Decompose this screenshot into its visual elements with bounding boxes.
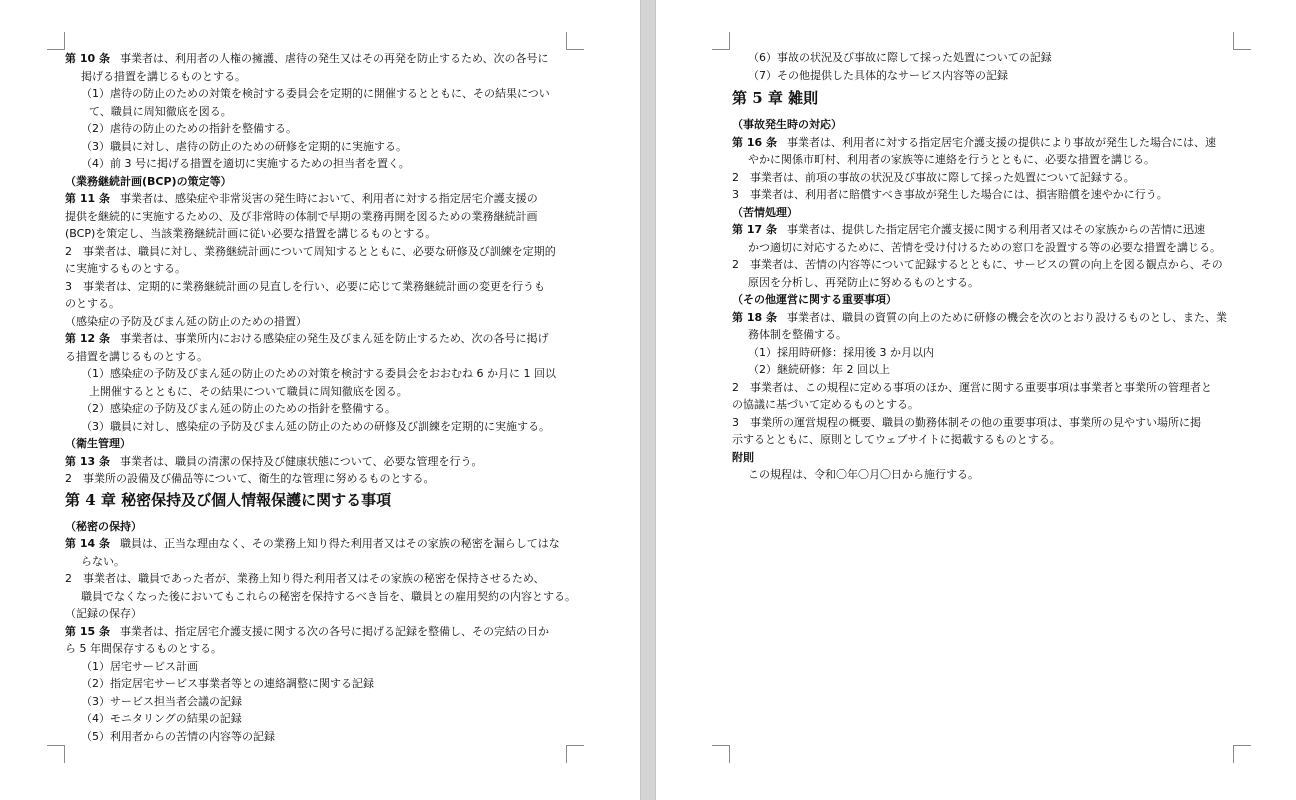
- section-heading: [732, 204, 1232, 222]
- crop-mark: [1233, 745, 1251, 763]
- text-line: [732, 256, 1232, 274]
- article-line: [65, 453, 565, 471]
- text-line: [65, 260, 565, 278]
- line-text: （その他運営に関する重要事項）: [732, 293, 897, 306]
- chapter-5-heading: 第 5 章 雑則: [732, 89, 819, 107]
- line-text: （3）サービス担当者会議の記録: [81, 694, 242, 708]
- line-text: （苦情処理）: [732, 205, 798, 219]
- article-number: 第 11 条: [65, 192, 110, 205]
- line-text: 事業者は、職員の清潔の保持及び健康状態について、必要な管理を行う。: [119, 454, 483, 468]
- text-line: [732, 239, 1232, 257]
- line-text: に実施するものとする。: [65, 262, 186, 275]
- section-heading: [732, 449, 1232, 467]
- line-text: 3 事業者は、定期的に業務継続計画の見直しを行い、必要に応じて業務継続計画の変更を行うも: [65, 279, 545, 293]
- line-text: （3）職員に対し、虐待の防止のための研修を定期的に実施する。: [81, 139, 407, 153]
- line-text: （7）その他提供した具体的なサービス内容等の記録: [748, 68, 1008, 82]
- article-line: [65, 330, 565, 348]
- page-right-text: [732, 49, 1232, 484]
- line-text: （2）指定居宅サービス事業者等との連絡調整に関する記録: [81, 677, 374, 690]
- text-line: [732, 151, 1232, 169]
- line-text: 職員でなくなった後においてもこれらの秘密を保持するべき旨を、職員との雇用契約の内容とする。: [81, 589, 576, 603]
- text-line: [732, 344, 1232, 362]
- line-text: 3 事業者は、利用者に賠償すべき事故が発生した場合には、損害賠償を速やかに行う。: [732, 188, 1168, 201]
- section-heading: [65, 518, 565, 536]
- right-body-top: [732, 49, 1232, 84]
- line-text: 2 事業者は、苦情の内容等について記録するとともに、サービスの質の向上を図る観点から、その: [732, 258, 1223, 271]
- line-text: 3 事業所の運営規程の概要、職員の勤務体制その他の重要事項は、事業所の見やすい場所に掲: [732, 415, 1201, 429]
- crop-mark: [712, 32, 730, 50]
- text-line: [732, 67, 1232, 85]
- text-line: [732, 274, 1232, 292]
- text-line: [65, 243, 565, 261]
- line-text: 提供を継続的に実施するための、及び非常時の体制で早期の業務再開を図るための業務継続計画: [65, 209, 538, 223]
- text-line: [732, 361, 1232, 379]
- line-text: 2 事業者は、前項の事故の状況及び事故に際して採った処置について記録する。: [732, 170, 1135, 184]
- line-text: 事業者は、感染症や非常災害の発生時において、利用者に対する指定居宅介護支援の: [119, 192, 538, 205]
- crop-mark: [47, 745, 65, 763]
- text-line: [65, 365, 565, 383]
- line-text: 上開催するとともに、その結果について職員に周知徹底を図る。: [89, 384, 408, 398]
- line-text: この規程は、令和〇年〇月〇日から施行する。: [748, 468, 979, 481]
- text-line: [65, 605, 565, 623]
- section-heading: [732, 116, 1232, 134]
- line-text: （3）職員に対し、感染症の予防及びまん延の防止のための研修及び訓練を定期的に実施する。: [81, 419, 550, 433]
- line-text: 原因を分析し、再発防止に努めるものとする。: [748, 275, 979, 289]
- text-line: [65, 418, 565, 436]
- line-text: かつ適切に対応するために、苦情を受け付けるための窓口を設置する等の必要な措置を講じる。: [748, 240, 1221, 254]
- text-line: [732, 326, 1232, 344]
- crop-mark: [712, 745, 730, 763]
- crop-mark: [47, 32, 65, 50]
- article-line: [732, 134, 1232, 152]
- line-text: 職員は、正当な理由なく、その業務上知り得た利用者又はその家族の秘密を漏らしてはな: [119, 537, 560, 550]
- line-text: (BCP)を策定し、当該業務継続計画に従い必要な措置を講じるものとする。: [65, 227, 437, 240]
- line-text: の協議に基づいて定めるものとする。: [732, 398, 919, 411]
- article-number: 第 15 条: [65, 624, 110, 638]
- text-line: [65, 400, 565, 418]
- text-line: [65, 383, 565, 401]
- line-text: 2 事業所の設備及び備品等について、衛生的な管理に努めるものとする。: [65, 472, 435, 485]
- left-body-2: [65, 518, 576, 746]
- text-line: [65, 728, 565, 746]
- text-line: [732, 414, 1232, 432]
- section-heading: [65, 173, 565, 191]
- line-text: （秘密の保持）: [65, 519, 142, 533]
- line-text: （1）採用時研修：採用後 3 か月以内: [748, 345, 934, 359]
- section-heading: [65, 435, 565, 453]
- article-line: [732, 309, 1232, 327]
- text-line: [65, 675, 565, 693]
- line-text: 事業者は、利用者の人権の擁護、虐待の発生又はその再発を防止するため、次の各号に: [119, 52, 549, 65]
- line-text: （6）事故の状況及び事故に際して採った処置についての記録: [748, 51, 1052, 64]
- article-number: 第 12 条: [65, 332, 110, 345]
- crop-mark: [566, 745, 584, 763]
- line-text: （4）前 3 号に掲げる措置を適切に実施するための担当者を置く。: [81, 157, 410, 170]
- text-line: [65, 640, 565, 658]
- article-number: 第 14 条: [65, 537, 110, 550]
- document-page-left: [0, 0, 640, 800]
- line-text: （衛生管理）: [65, 437, 131, 450]
- document-page-right: [656, 0, 1296, 800]
- text-line: [732, 186, 1232, 204]
- text-line: [65, 470, 565, 488]
- line-text: 務体制を整備する。: [748, 328, 847, 341]
- article-number: 第 17 条: [732, 223, 777, 236]
- text-line: [65, 710, 565, 728]
- line-text: （2）虐待の防止のための指針を整備する。: [81, 122, 297, 135]
- text-line: [732, 431, 1232, 449]
- article-number: 第 10 条: [65, 52, 110, 65]
- line-text: （2）継続研修：年 2 回以上: [748, 363, 890, 376]
- line-text: 示するとともに、原則としてウェブサイトに掲載するものとする。: [732, 433, 1061, 446]
- text-line: [65, 155, 565, 173]
- right-body: [732, 116, 1232, 484]
- line-text: （事故発生時の対応）: [732, 118, 842, 131]
- line-text: のとする。: [65, 297, 120, 310]
- article-line: [65, 50, 565, 68]
- text-line: [732, 379, 1232, 397]
- text-line: [65, 103, 565, 121]
- line-text: 事業者は、事業所内における感染症の発生及びまん延を防止するため、次の各号に掲げ: [119, 332, 549, 345]
- text-line: [65, 570, 565, 588]
- article-number: 第 18 条: [732, 310, 777, 324]
- line-text: 2 事業者は、この規程に定める事項のほか、運営に関する重要事項は事業者と事業所の管理者と: [732, 380, 1212, 394]
- article-number: 第 13 条: [65, 454, 110, 468]
- text-line: [732, 466, 1232, 484]
- line-text: 事業者は、提供した指定居宅介護支援に関する利用者又はその家族からの苦情に迅速: [786, 223, 1205, 236]
- chapter-4-heading: 第 4 章 秘密保持及び個人情報保護に関する事項: [65, 490, 392, 509]
- page-gutter: [640, 0, 656, 800]
- text-line: [65, 225, 565, 243]
- line-text: らない。: [81, 554, 125, 568]
- text-line: [65, 120, 565, 138]
- text-line: [65, 278, 565, 296]
- line-text: 2 事業者は、職員であった者が、業務上知り得た利用者又はその家族の秘密を保持させるため、: [65, 572, 545, 585]
- article-line: [65, 535, 565, 553]
- text-line: [65, 588, 576, 606]
- crop-mark: [566, 32, 584, 50]
- text-line: [65, 693, 565, 711]
- line-text: （1）居宅サービス計画: [81, 659, 198, 673]
- line-text: 事業者は、指定居宅介護支援に関する次の各号に掲げる記録を整備し、その完結の日か: [119, 624, 549, 638]
- text-line: [65, 85, 565, 103]
- line-text: （感染症の予防及びまん延の防止のための措置）: [65, 314, 307, 328]
- page-left-text: [65, 50, 576, 745]
- article-line: [65, 190, 565, 208]
- text-line: [65, 68, 565, 86]
- article-number: 第 16 条: [732, 135, 777, 149]
- article-line: [732, 221, 1232, 239]
- line-text: （記録の保存）: [65, 607, 142, 620]
- line-text: 事業者は、職員の資質の向上のために研修の機会を次のとおり設けるものとし、また、業: [786, 310, 1227, 324]
- line-text: て、職員に周知徹底を図る。: [89, 104, 232, 118]
- text-line: [65, 553, 565, 571]
- line-text: やかに関係市町村、利用者の家族等に連絡を行うとともに、必要な措置を講じる。: [748, 153, 1155, 166]
- line-text: る措置を講じるものとする。: [65, 349, 208, 363]
- line-text: 掲げる措置を講じるものとする。: [81, 69, 246, 83]
- line-text: （2）感染症の予防及びまん延の防止のための指針を整備する。: [81, 402, 396, 415]
- section-heading: [732, 291, 1232, 309]
- article-line: [65, 623, 565, 641]
- text-line: [732, 169, 1232, 187]
- line-text: （4）モニタリングの結果の記録: [81, 712, 242, 725]
- text-line: [65, 208, 565, 226]
- text-line: [65, 295, 565, 313]
- text-line: [65, 658, 565, 676]
- line-text: 事業者は、利用者に対する指定居宅介護支援の提供により事故が発生した場合には、速: [786, 135, 1216, 149]
- text-line: [732, 396, 1232, 414]
- crop-mark: [1233, 32, 1251, 50]
- line-text: （1）虐待の防止のための対策を検討する委員会を定期的に開催するとともに、その結果につい: [81, 87, 550, 100]
- text-line: [65, 348, 565, 366]
- line-text: ら 5 年間保存するものとする。: [65, 642, 222, 655]
- line-text: （5）利用者からの苦情の内容等の記録: [81, 729, 275, 743]
- line-text: 2 事業者は、職員に対し、業務継続計画について周知するとともに、必要な研修及び訓練を定期的: [65, 244, 556, 258]
- text-line: [65, 313, 565, 331]
- line-text: 附則: [732, 450, 754, 464]
- left-body: [65, 50, 565, 488]
- text-line: [732, 49, 1232, 67]
- text-line: [65, 138, 565, 156]
- line-text: （業務継続計画(BCP)の策定等）: [65, 174, 232, 188]
- line-text: （1）感染症の予防及びまん延の防止のための対策を検討する委員会をおおむね 6 か月に 1 回以: [81, 367, 556, 380]
